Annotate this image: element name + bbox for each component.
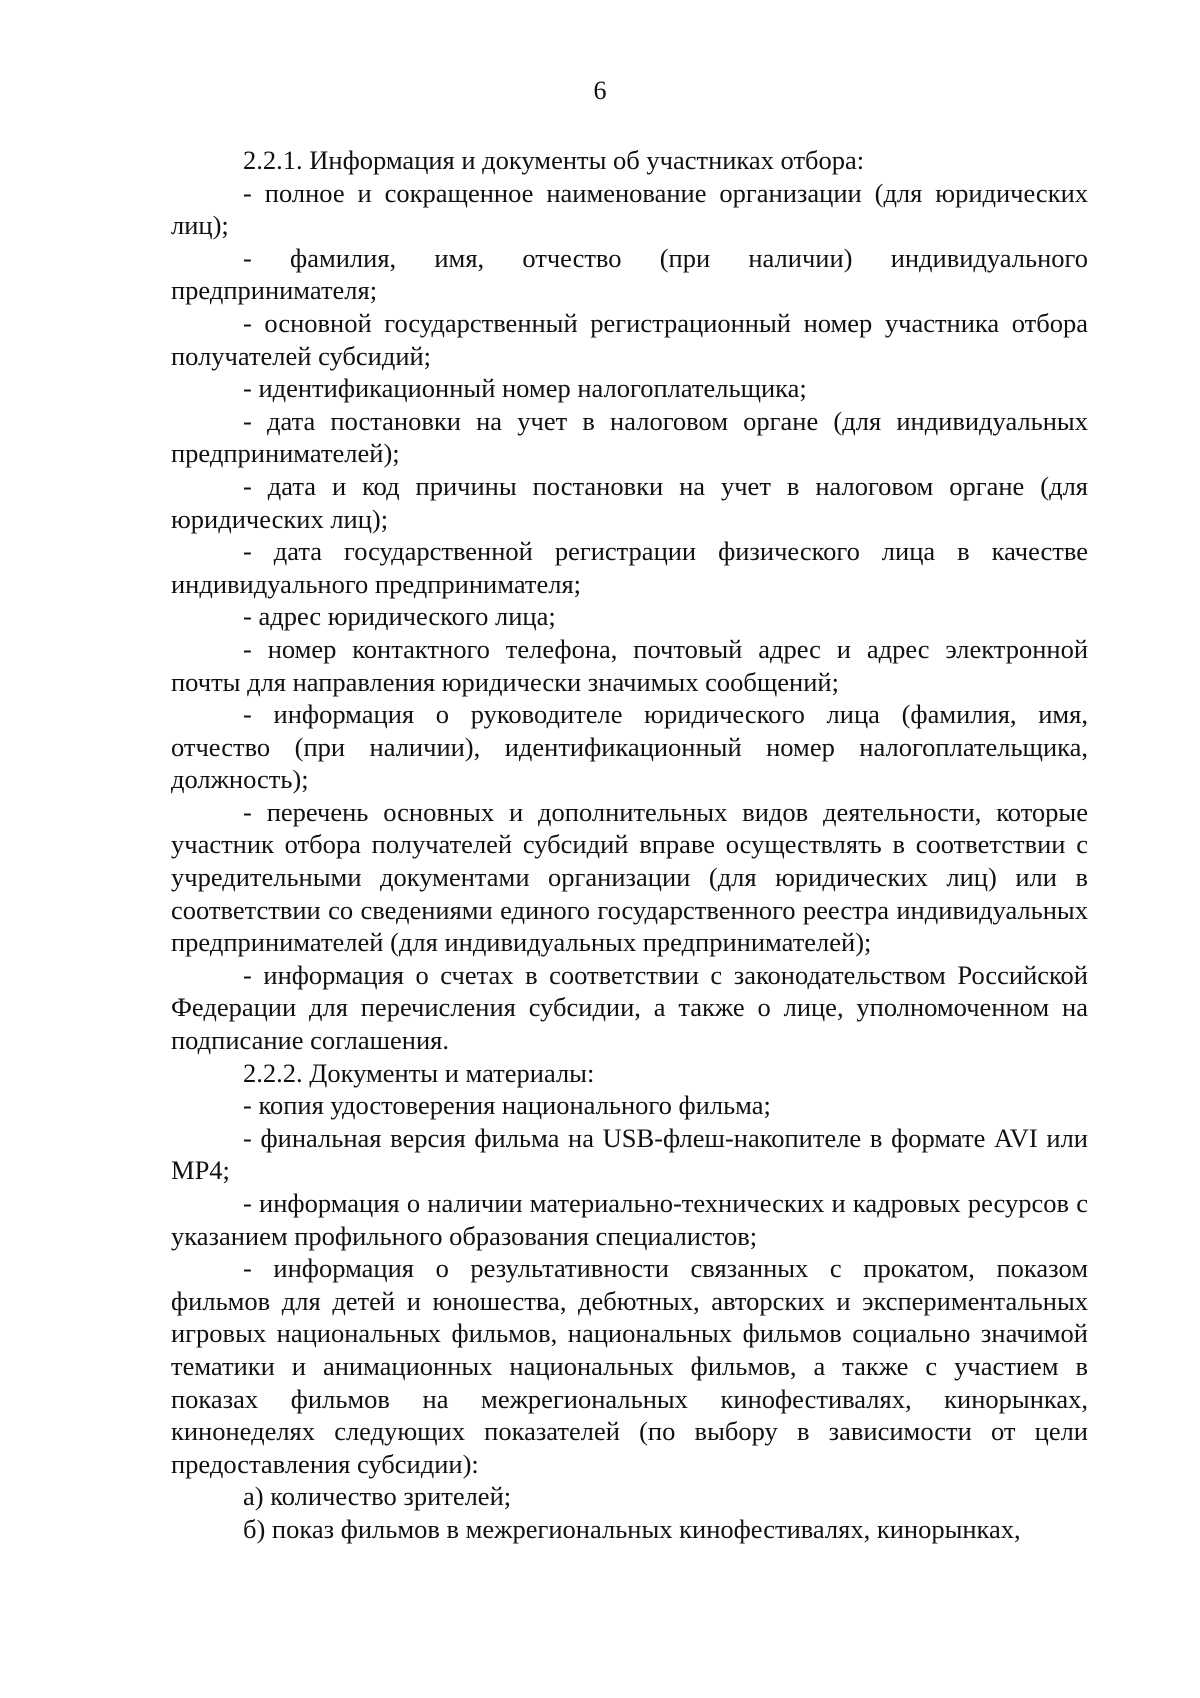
list-item: - копия удостоверения национального фильма; (243, 1090, 771, 1121)
sub-item-a: а) количество зрителей; (243, 1481, 512, 1512)
document-body (171, 144, 1088, 1546)
section-heading-2-2-2: 2.2.2. Документы и материалы: (243, 1057, 595, 1088)
list-item: - идентификационный номер налогоплательщика; (243, 373, 807, 404)
list-item: - номер контактного телефона, почтовый адрес и адрес электронной почты для направления юридически значимых сообщений; (171, 633, 1088, 697)
page-number: 6 (593, 76, 607, 105)
section-heading-2-2-1: 2.2.1. Информация и документы об участниках отбора: (243, 145, 865, 175)
list-item: - дата постановки на учет в налоговом органе (для индивидуальных предпринимателей); (171, 405, 1088, 469)
list-item: - дата государственной регистрации физического лица в качестве индивидуального предпринимателя; (171, 536, 1088, 599)
list-item: - перечень основных и дополнительных видов деятельности, которые участник отбора получателей субсидий вправе осуществлять в соответствии с учредительными документами организации (для юридических лиц) или в соответствии со сведениями единого государственного реестра индивидуальных предпринимателей (для индивидуальных предпринимателей); (171, 796, 1088, 958)
list-item: - информация о счетах в соответствии с законодательством Российской Федерации для перечисления субсидии, а также о лице, уполномоченном на подписание соглашения. (171, 959, 1088, 1056)
list-item: - информация о наличии материально-технических и кадровых ресурсов с указанием профильного образования специалистов; (171, 1188, 1088, 1251)
list-item: - фамилия, имя, отчество (при наличии) индивидуального предпринимателя; (171, 242, 1088, 306)
sub-item-b: б) показ фильмов в межрегиональных кинофестивалях, кинорынках, (243, 1513, 1021, 1544)
list-item: - основной государственный регистрационный номер участника отбора получателей субсидий; (171, 307, 1088, 371)
list-item: - полное и сокращенное наименование организации (для юридических лиц); (171, 177, 1088, 241)
list-item: - дата и код причины постановки на учет в налоговом органе (для юридических лиц); (171, 470, 1088, 534)
list-item: - информация о результативности связанных с прокатом, показом фильмов для детей и юношества, дебютных, авторских и экспериментальных игровых национальных фильмов, национальных фильмов социально значимой тематики и анимационных национальных фильмов, а также с участием в показах фильмов на межрегиональных кинофестивалях, кинорынках, кинонеделях следующих показателей (по выбору в зависимости от цели предоставления субсидии): (171, 1253, 1088, 1479)
list-item: - финальная версия фильма на USB-флеш-накопителе в формате AVI или MP4; (171, 1122, 1088, 1186)
list-item: - информация о руководителе юридического лица (фамилия, имя, отчество (при наличии), идентификационный номер налогоплательщика, должность); (171, 699, 1088, 795)
list-item: - адрес юридического лица; (243, 601, 556, 632)
